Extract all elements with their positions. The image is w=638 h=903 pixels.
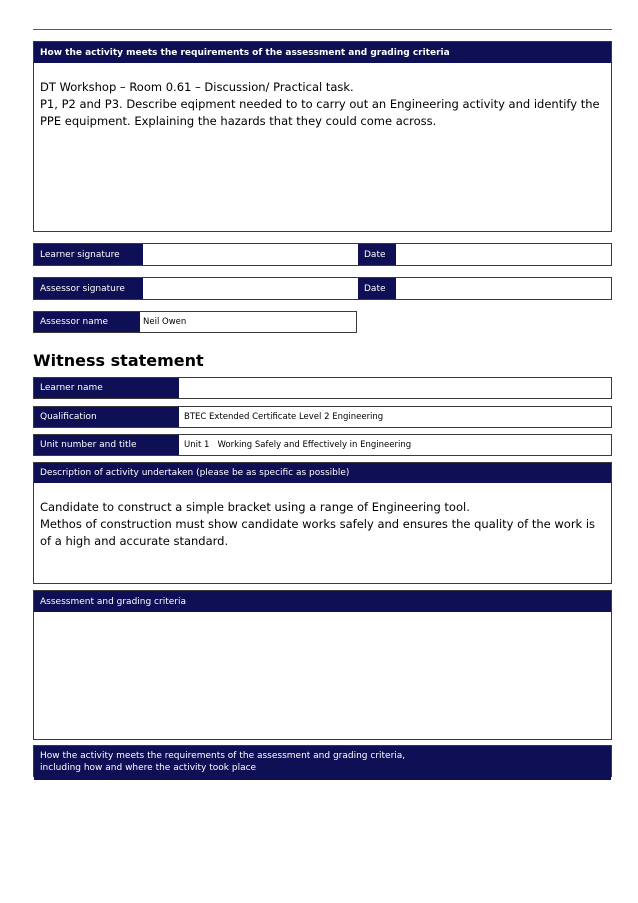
assessor-signature-row bbox=[33, 277, 612, 300]
requirements-body: DT Workshop – Room 0.61 – Discussion/ Practical task. P1, P2 and P3. Describe eqipment needed to to carry out an Engineering activity and identify the PPE equipment. Explaining the hazards that they could come across. bbox=[40, 80, 600, 128]
requirements-box bbox=[33, 41, 612, 232]
learner-date-label: Date bbox=[358, 244, 396, 265]
assessor-signature-field[interactable] bbox=[143, 278, 358, 299]
description-box bbox=[33, 462, 612, 584]
criteria-body[interactable] bbox=[34, 612, 611, 738]
assessor-name-label: Assessor name bbox=[34, 312, 140, 332]
learner-signature-row bbox=[33, 243, 612, 266]
top-rule bbox=[33, 29, 612, 30]
unit-row bbox=[33, 434, 612, 456]
learner-signature-field[interactable] bbox=[143, 244, 358, 265]
description-body[interactable]: Candidate to construct a simple bracket using a range of Engineering tool. Methos of construction must show candidate works safely and ensures the quality of the work is of a high and accurate standard. bbox=[40, 500, 596, 548]
learner-name-row bbox=[33, 377, 612, 399]
qualification-label: Qualification bbox=[34, 407, 179, 427]
criteria-header: Assessment and grading criteria bbox=[34, 591, 611, 612]
assessor-name-row bbox=[33, 311, 357, 333]
learner-name-label: Learner name bbox=[34, 378, 179, 398]
qualification-row bbox=[33, 406, 612, 428]
requirements-header: How the activity meets the requirements of the assessment and grading criteria bbox=[34, 42, 611, 63]
how-header: How the activity meets the requirements of the assessment and grading criteria, including how and where the activity took place bbox=[34, 746, 611, 780]
qualification-value[interactable]: BTEC Extended Certificate Level 2 Engineering bbox=[179, 407, 611, 427]
unit-label: Unit number and title bbox=[34, 435, 179, 455]
assessor-signature-label: Assessor signature bbox=[34, 278, 143, 299]
assessor-date-field[interactable] bbox=[396, 278, 611, 299]
learner-date-field[interactable] bbox=[396, 244, 611, 265]
how-box bbox=[33, 745, 612, 777]
criteria-box bbox=[33, 590, 612, 740]
witness-statement-title: Witness statement bbox=[33, 351, 204, 370]
learner-signature-label: Learner signature bbox=[34, 244, 143, 265]
unit-value[interactable]: Unit 1 Working Safely and Effectively in Engineering bbox=[179, 435, 611, 455]
assessor-date-label: Date bbox=[358, 278, 396, 299]
description-header: Description of activity undertaken (please be as specific as possible) bbox=[34, 463, 611, 483]
assessor-name-value[interactable]: Neil Owen bbox=[140, 312, 356, 332]
learner-name-field[interactable] bbox=[179, 378, 611, 398]
